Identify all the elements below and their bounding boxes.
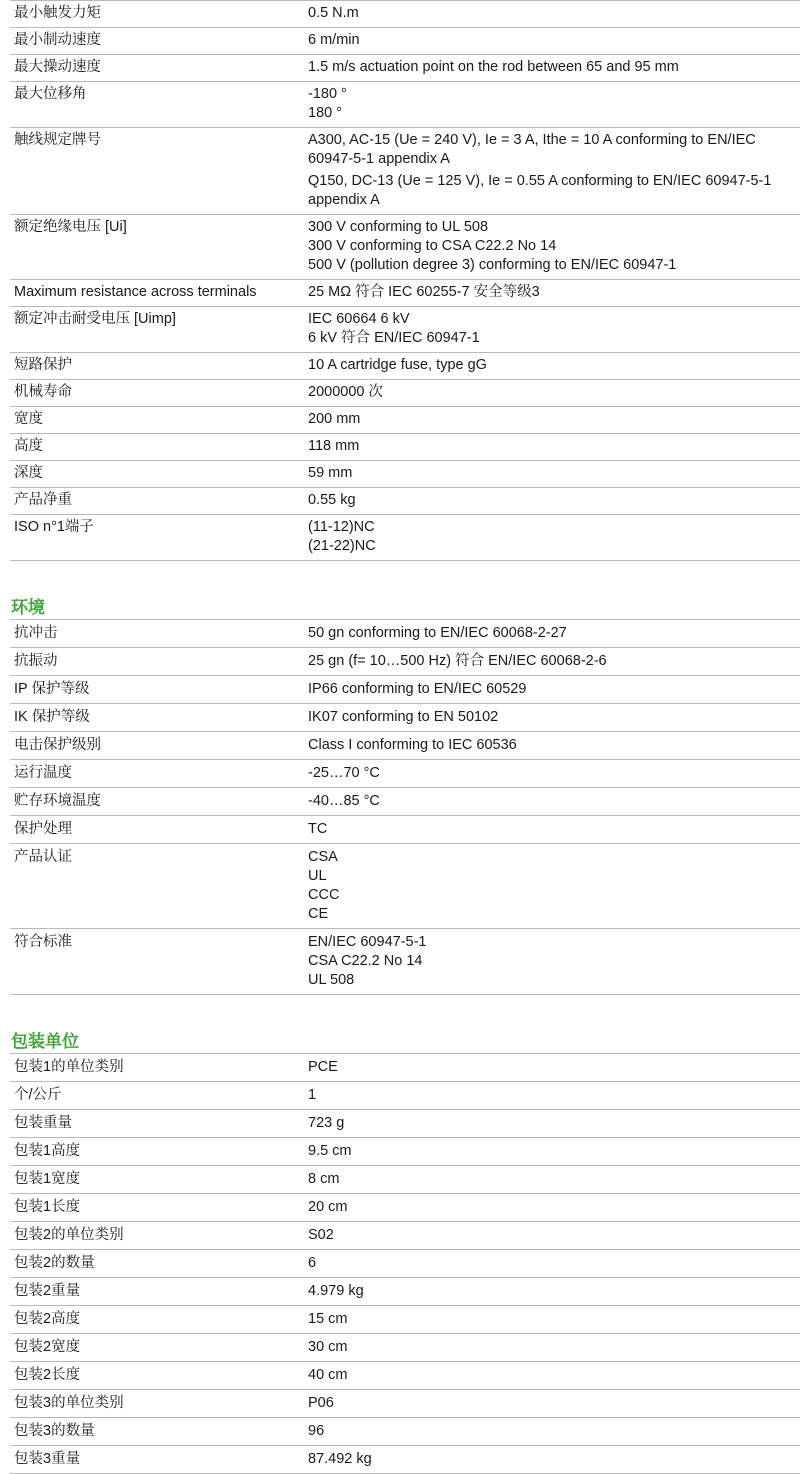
spec-value-line: 200 mm xyxy=(308,411,361,427)
section-title-packaging: 包装单位 xyxy=(11,1032,79,1051)
spec-value xyxy=(304,488,800,515)
spec-row xyxy=(10,1306,800,1334)
spec-row xyxy=(10,1362,800,1390)
spec-value-line: (21-22)NC xyxy=(308,538,376,554)
spec-value xyxy=(304,929,800,995)
spec-label: 包装2宽度 xyxy=(10,1334,304,1362)
spec-value xyxy=(304,1054,800,1082)
spec-row xyxy=(10,1446,800,1474)
spec-row xyxy=(10,515,800,561)
spec-row xyxy=(10,1278,800,1306)
spec-value-line: 0.5 N.m xyxy=(308,5,359,21)
spec-label: 触线规定牌号 xyxy=(10,128,304,215)
spec-value xyxy=(304,1082,800,1110)
spec-label: 高度 xyxy=(10,434,304,461)
spec-row xyxy=(10,676,800,704)
spec-label: 包装1宽度 xyxy=(10,1166,304,1194)
spec-value-line: CCC xyxy=(308,887,340,903)
spec-value xyxy=(304,280,800,307)
spec-label: 最小制动速度 xyxy=(10,28,304,55)
spec-label: 包装重量 xyxy=(10,1110,304,1138)
spec-label: 额定冲击耐受电压 [Uimp] xyxy=(10,307,304,353)
spec-value-line: 4.979 kg xyxy=(308,1283,364,1299)
spec-value xyxy=(304,1194,800,1222)
spec-value xyxy=(304,1,800,28)
section-title-environment: 环境 xyxy=(11,598,45,617)
section-gap xyxy=(10,561,800,597)
spec-row xyxy=(10,1138,800,1166)
spec-value-line: CSA C22.2 No 14 xyxy=(308,953,423,969)
spec-value-line: 6 m/min xyxy=(308,32,360,48)
spec-label: 包装2的单位类别 xyxy=(10,1222,304,1250)
spec-label: 抗振动 xyxy=(10,648,304,676)
spec-value-line: IP66 conforming to EN/IEC 60529 xyxy=(308,681,527,697)
spec-value-line: 10 A cartridge fuse, type gG xyxy=(308,357,487,373)
spec-value xyxy=(304,816,800,844)
spec-value-line: IEC 60664 6 kV xyxy=(308,311,410,327)
spec-row xyxy=(10,816,800,844)
spec-label: 包装1高度 xyxy=(10,1138,304,1166)
spec-value-line: -180 ° xyxy=(308,86,347,102)
spec-value-line: -25…70 °C xyxy=(308,765,380,781)
spec-label: 保护处理 xyxy=(10,816,304,844)
spec-value-line: 30 cm xyxy=(308,1339,348,1355)
spec-value-line: 300 V conforming to UL 508 xyxy=(308,219,489,235)
spec-label: 产品净重 xyxy=(10,488,304,515)
spec-value xyxy=(304,844,800,929)
spec-value xyxy=(304,732,800,760)
spec-value-line: 180 ° xyxy=(308,105,343,121)
spec-label: 短路保护 xyxy=(10,353,304,380)
spec-row xyxy=(10,128,800,215)
spec-value xyxy=(304,760,800,788)
spec-row xyxy=(10,307,800,353)
spec-value-line: 40 cm xyxy=(308,1367,348,1383)
spec-value xyxy=(304,407,800,434)
spec-value-line: A300, AC-15 (Ue = 240 V), Ie = 3 A, Ithe = 10 A conforming to EN/IEC 60947-5-1 appendix A xyxy=(308,132,756,167)
spec-value-line: UL 508 xyxy=(308,972,355,988)
spec-row xyxy=(10,280,800,307)
spec-value xyxy=(304,1222,800,1250)
spec-value-line: 2000000 次 xyxy=(308,384,383,400)
spec-label: 包装2重量 xyxy=(10,1278,304,1306)
spec-row xyxy=(10,1390,800,1418)
spec-label: 包装2高度 xyxy=(10,1306,304,1334)
spec-value xyxy=(304,380,800,407)
spec-row xyxy=(10,1334,800,1362)
spec-row xyxy=(10,380,800,407)
spec-label: 最小触发力矩 xyxy=(10,1,304,28)
spec-row xyxy=(10,55,800,82)
spec-row xyxy=(10,1418,800,1446)
spec-row xyxy=(10,407,800,434)
spec-label: 包装2长度 xyxy=(10,1362,304,1390)
spec-value-line: 1 xyxy=(308,1087,317,1103)
spec-label: 个/公斤 xyxy=(10,1082,304,1110)
spec-value-line: Q150, DC-13 (Ue = 125 V), Ie = 0.55 A conforming to EN/IEC 60947-5-1 appendix A xyxy=(308,173,772,208)
spec-row xyxy=(10,1166,800,1194)
spec-label: 电击保护级别 xyxy=(10,732,304,760)
spec-value-line: PCE xyxy=(308,1059,338,1075)
spec-label: 包装1长度 xyxy=(10,1194,304,1222)
spec-value xyxy=(304,1362,800,1390)
spec-value xyxy=(304,620,800,648)
spec-label: IK 保护等级 xyxy=(10,704,304,732)
spec-row xyxy=(10,1082,800,1110)
spec-label: 包装2的数量 xyxy=(10,1250,304,1278)
spec-value xyxy=(304,1446,800,1474)
spec-value-line: EN/IEC 60947-5-1 xyxy=(308,934,427,950)
spec-value-line: 9.5 cm xyxy=(308,1143,352,1159)
spec-label: 包装1的单位类别 xyxy=(10,1054,304,1082)
spec-value-line: (11-12)NC xyxy=(308,519,375,535)
spec-row xyxy=(10,28,800,55)
spec-value-line: -40…85 °C xyxy=(308,793,380,809)
spec-value xyxy=(304,1110,800,1138)
spec-label: 包装3的单位类别 xyxy=(10,1390,304,1418)
spec-label: 额定绝缘电压 [Ui] xyxy=(10,215,304,280)
spec-table-environment xyxy=(10,619,800,995)
spec-value-line: 6 kV 符合 EN/IEC 60947-1 xyxy=(308,330,480,346)
spec-value xyxy=(304,1418,800,1446)
spec-value xyxy=(304,28,800,55)
spec-value-line: 8 cm xyxy=(308,1171,340,1187)
spec-row xyxy=(10,788,800,816)
spec-value-line: CSA xyxy=(308,849,338,865)
spec-row xyxy=(10,1110,800,1138)
spec-label: 包装3重量 xyxy=(10,1446,304,1474)
spec-row xyxy=(10,1,800,28)
spec-value-line: 20 cm xyxy=(308,1199,348,1215)
spec-label: 贮存环境温度 xyxy=(10,788,304,816)
spec-row xyxy=(10,732,800,760)
spec-row xyxy=(10,353,800,380)
spec-value-line: UL xyxy=(308,868,327,884)
spec-value xyxy=(304,648,800,676)
spec-value-line: CE xyxy=(308,906,329,922)
spec-value-line: 15 cm xyxy=(308,1311,348,1327)
spec-value xyxy=(304,82,800,128)
spec-value-line: 300 V conforming to CSA C22.2 No 14 xyxy=(308,238,557,254)
spec-value-line: 59 mm xyxy=(308,465,353,481)
spec-table-main xyxy=(10,0,800,561)
spec-row xyxy=(10,1250,800,1278)
spec-value-line: 87.492 kg xyxy=(308,1451,372,1467)
spec-row xyxy=(10,82,800,128)
spec-row xyxy=(10,648,800,676)
spec-value-line: Class I conforming to IEC 60536 xyxy=(308,737,517,753)
spec-value-line: 25 gn (f= 10…500 Hz) 符合 EN/IEC 60068-2-6 xyxy=(308,653,607,669)
spec-row xyxy=(10,929,800,995)
spec-value xyxy=(304,788,800,816)
spec-label: 最大操动速度 xyxy=(10,55,304,82)
spec-value xyxy=(304,1166,800,1194)
spec-row xyxy=(10,434,800,461)
spec-value xyxy=(304,1278,800,1306)
spec-row xyxy=(10,215,800,280)
spec-value-line: 25 MΩ 符合 IEC 60255-7 安全等级3 xyxy=(308,284,540,300)
spec-value xyxy=(304,434,800,461)
spec-value-line: 723 g xyxy=(308,1115,345,1131)
spec-row xyxy=(10,488,800,515)
spec-label: 包装3的数量 xyxy=(10,1418,304,1446)
spec-label: 宽度 xyxy=(10,407,304,434)
spec-value xyxy=(304,307,800,353)
spec-label: 最大位移角 xyxy=(10,82,304,128)
spec-sheet xyxy=(10,0,800,1474)
spec-row xyxy=(10,760,800,788)
spec-label: 深度 xyxy=(10,461,304,488)
spec-value-line: P06 xyxy=(308,1395,334,1411)
spec-value xyxy=(304,128,800,215)
spec-row xyxy=(10,1222,800,1250)
spec-label: 机械寿命 xyxy=(10,380,304,407)
spec-value-line: 50 gn conforming to EN/IEC 60068-2-27 xyxy=(308,625,567,641)
spec-value-line: 1.5 m/s actuation point on the rod between 65 and 95 mm xyxy=(308,59,679,75)
spec-value xyxy=(304,1306,800,1334)
section-gap xyxy=(10,995,800,1031)
spec-label: ISO n°1端子 xyxy=(10,515,304,561)
spec-value-line: 96 xyxy=(308,1423,325,1439)
spec-row xyxy=(10,844,800,929)
spec-table-packaging xyxy=(10,1053,800,1474)
spec-row xyxy=(10,620,800,648)
spec-value-line: IK07 conforming to EN 50102 xyxy=(308,709,499,725)
spec-value-line: 118 mm xyxy=(308,438,360,454)
spec-label: 抗冲击 xyxy=(10,620,304,648)
spec-value-line: 500 V (pollution degree 3) conforming to EN/IEC 60947-1 xyxy=(308,257,677,273)
spec-label: 符合标准 xyxy=(10,929,304,995)
spec-row xyxy=(10,704,800,732)
spec-label: IP 保护等级 xyxy=(10,676,304,704)
spec-value xyxy=(304,1138,800,1166)
spec-value xyxy=(304,515,800,561)
spec-value xyxy=(304,1334,800,1362)
spec-value xyxy=(304,1390,800,1418)
spec-value xyxy=(304,1250,800,1278)
spec-value-line: S02 xyxy=(308,1227,334,1243)
spec-value xyxy=(304,55,800,82)
spec-row xyxy=(10,1194,800,1222)
spec-label: 产品认证 xyxy=(10,844,304,929)
spec-row xyxy=(10,1054,800,1082)
spec-value-line: TC xyxy=(308,821,328,837)
spec-value xyxy=(304,704,800,732)
spec-value xyxy=(304,215,800,280)
spec-value-line: 0.55 kg xyxy=(308,492,356,508)
spec-value xyxy=(304,461,800,488)
spec-row xyxy=(10,461,800,488)
spec-label: 运行温度 xyxy=(10,760,304,788)
spec-label: Maximum resistance across terminals xyxy=(10,280,304,307)
spec-value-line: 6 xyxy=(308,1255,317,1271)
spec-value xyxy=(304,676,800,704)
spec-value xyxy=(304,353,800,380)
